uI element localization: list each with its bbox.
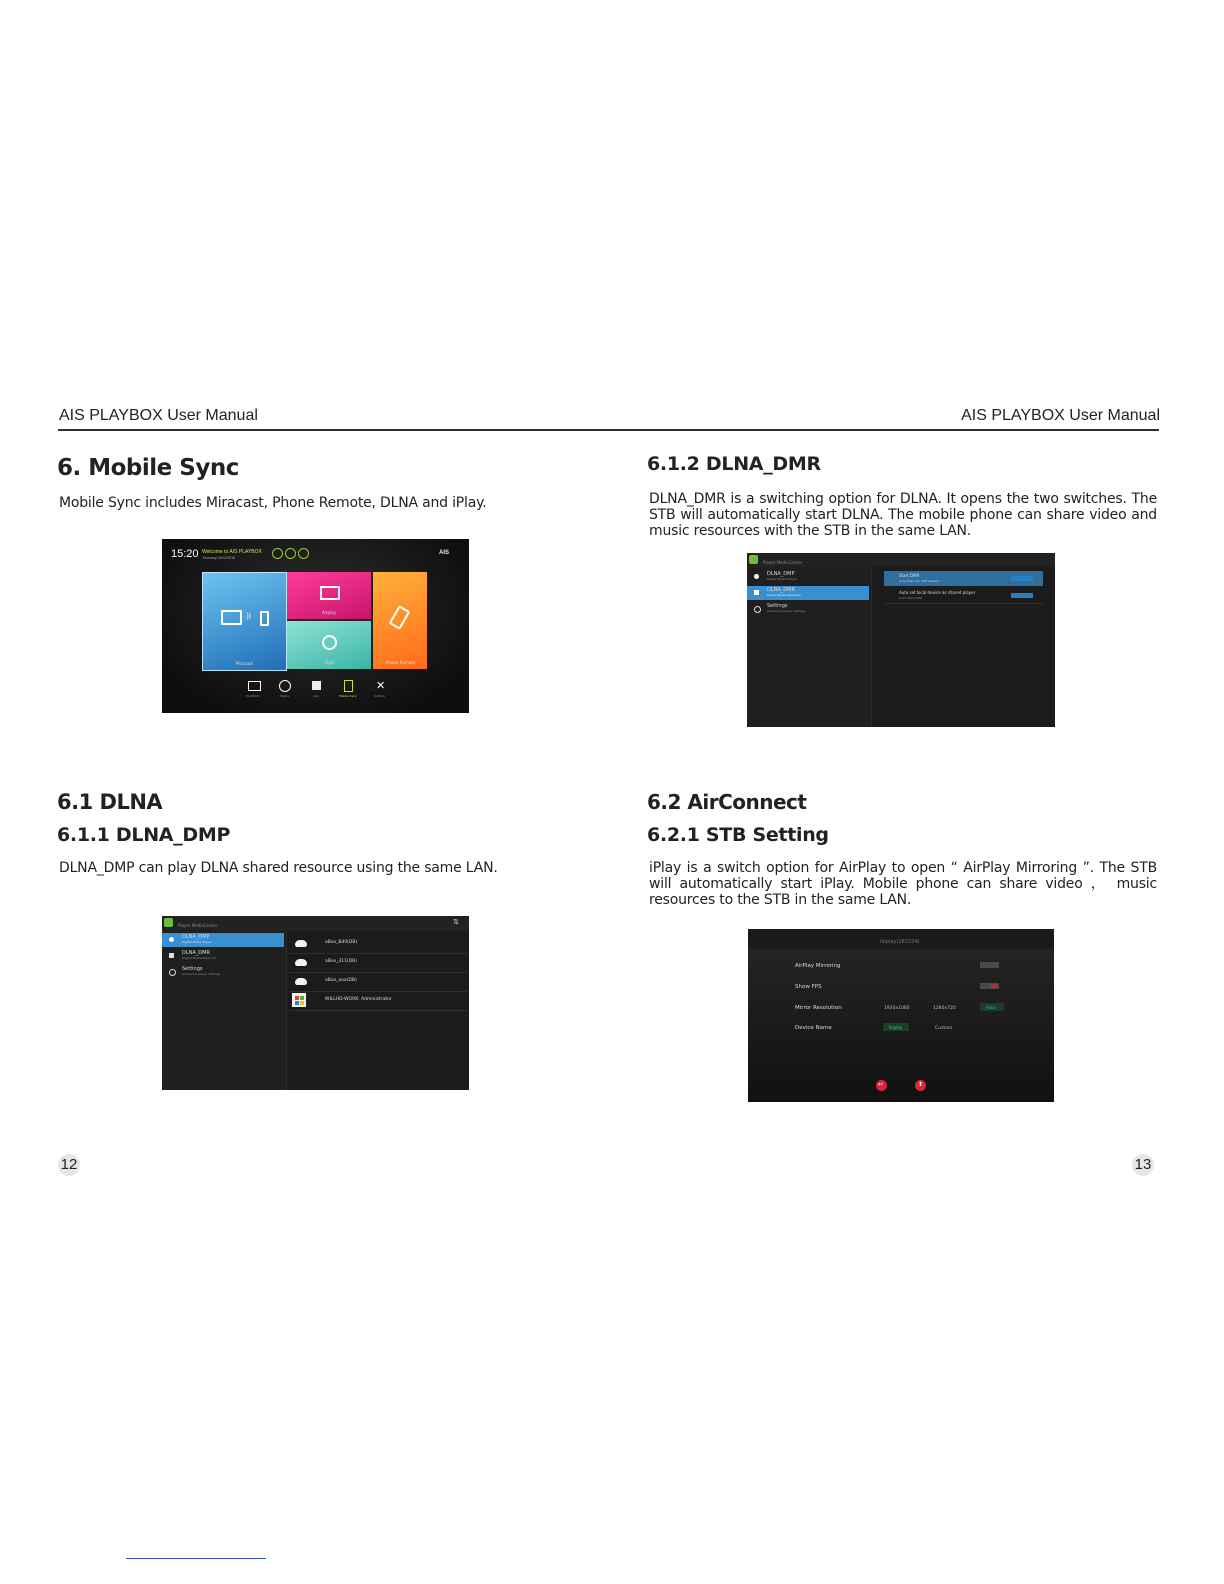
tile-airplay-label: Airplay [322, 610, 336, 615]
stb-setting-text: iPlay is a switch option for AirPlay to open “ AirPlay Mirroring ”. The STB will automatically start iPlay. Mobile phone can share video ， music resources to the STB in the same LAN. [649, 860, 1157, 908]
header-rule [58, 429, 1159, 431]
row-show-fps-label: Show FPS [795, 984, 822, 990]
resolution-1080-option[interactable]: 1920x1080 [884, 1006, 910, 1011]
device-name: aBox_aaa(DB) [325, 978, 357, 983]
app-title: Player MediaCenter [763, 560, 803, 565]
sidebar-item-settings[interactable] [747, 602, 869, 616]
app-title: Player MediaCenter [178, 923, 218, 928]
sidebar-item-label: DLNA_DMR [182, 950, 210, 956]
row-airplay-mirroring-label: AirPlay Mirroring [795, 963, 841, 969]
nav-media-label: Media [280, 694, 290, 698]
option-sub: only when the STB started [899, 579, 939, 583]
device-name: WILLHD-WORK: Administrator [325, 997, 392, 1002]
tile-miracast-label: Miracast [236, 661, 253, 666]
remote-phone-icon [389, 605, 411, 630]
header-right: AIS PLAYBOX User Manual [961, 407, 1160, 424]
sync-icon [322, 635, 337, 650]
sidebar-item-sub: Advanced player settings [767, 609, 806, 613]
sidebar-item-sub: Digital Media Renderer [767, 593, 802, 597]
resolution-auto-option[interactable] [980, 1003, 1004, 1011]
windows-device-icon [292, 993, 306, 1007]
media-icon[interactable] [279, 680, 291, 692]
sidebar-item-label: Settings [182, 966, 203, 972]
row-mirror-resolution-label: Mirror Resolution [795, 1005, 842, 1011]
nav-setting-label: Setting [374, 694, 385, 698]
sidebar-item-dlna-dmr[interactable] [747, 586, 869, 600]
start-dmr-toggle[interactable] [1011, 576, 1033, 581]
user-status-icon [298, 548, 309, 559]
app-icon[interactable] [312, 681, 321, 690]
resolution-720-option[interactable]: 1280x720 [933, 1006, 956, 1011]
section-title-dlna-dmr: 6.1.2 DLNA_DMR [647, 453, 821, 475]
cast-waves-icon: ·)) [244, 613, 251, 620]
sidebar-item-sub: Digital Media Player [182, 940, 212, 944]
option-label: Start DMR [899, 573, 920, 578]
settings-gear-icon [754, 606, 761, 613]
home-screen-screenshot [162, 539, 469, 713]
iplay-title: Iloplay(287224) [880, 939, 920, 945]
tile-airplay[interactable] [287, 572, 371, 619]
sidebar-item-label: DLNA_DMP [182, 934, 210, 940]
list-item[interactable] [289, 953, 467, 973]
sidebar-item-sub: Digital Media Renderer [182, 956, 217, 960]
playbox-icon[interactable] [248, 681, 261, 691]
option-sub: Auto Start DMR [899, 596, 923, 600]
airplay-icon [320, 586, 340, 600]
dmp-icon [754, 574, 759, 579]
option-auto-set[interactable] [884, 588, 1043, 604]
setting-icon[interactable]: ✕ [376, 680, 386, 692]
auto-set-toggle[interactable] [1011, 593, 1033, 598]
settings-gear-icon [169, 969, 176, 976]
tile-sync[interactable] [287, 621, 371, 669]
sidebar-item-label: DLNA_DMR [767, 587, 795, 593]
section-title-mobile-sync: 6. Mobile Sync [57, 455, 239, 481]
list-item[interactable] [289, 991, 467, 1011]
mobile-sync-intro: Mobile Sync includes Miracast, Phone Remote, DLNA and iPlay. [59, 495, 487, 511]
dlna-dmp-screenshot [162, 916, 469, 1090]
section-title-stb-setting: 6.2.1 STB Setting [647, 824, 829, 846]
nav-mobile-sync-label: Mobile Sync [339, 694, 358, 698]
sidebar-item-settings[interactable] [162, 965, 284, 979]
section-title-airconnect: 6.2 AirConnect [647, 790, 807, 814]
device-name: aBox_311(DB) [325, 959, 358, 964]
page-number-right: 13 [1132, 1154, 1154, 1176]
footer-link-underline [126, 1558, 266, 1559]
dmr-icon [169, 953, 174, 958]
app-logo-icon [749, 555, 758, 564]
list-item[interactable] [289, 934, 467, 954]
mobile-sync-icon[interactable] [344, 680, 353, 692]
ais-logo: AIS [439, 550, 450, 556]
dlna-dmp-text: DLNA_DMP can play DLNA shared resource using the same LAN. [59, 860, 498, 876]
section-title-dlna-dmp: 6.1.1 DLNA_DMP [57, 824, 231, 846]
option-label: Auto set local device as shared player [899, 590, 976, 595]
sort-icon[interactable]: ⇅ [453, 919, 459, 926]
home-time: 15:20 [171, 548, 199, 560]
sidebar-item-sub: Digital Media Player [767, 577, 797, 581]
back-icon[interactable]: ↩ [876, 1080, 887, 1091]
sync-status-icon [285, 548, 296, 559]
nav-playbox-label: PLAYBOX [246, 694, 260, 698]
header-left: AIS PLAYBOX User Manual [59, 407, 258, 424]
sidebar-item-label: Settings [767, 603, 788, 609]
cloud-icon [295, 978, 307, 985]
app-logo-icon [164, 918, 173, 927]
dlna-dmr-text: DLNA_DMR is a switching option for DLNA. It opens the two switches. The STB will automatically start DLNA. The mobile phone can share video and music resources with the STB in the same LAN. [649, 491, 1157, 539]
dmp-icon [169, 937, 174, 942]
save-icon[interactable]: ⬆ [915, 1080, 926, 1091]
iplay-settings-screenshot [748, 929, 1054, 1102]
device-name-iloplay-option[interactable] [883, 1023, 909, 1031]
phone-icon [260, 611, 269, 626]
nav-app-label: App [313, 694, 319, 698]
tile-miracast[interactable] [202, 572, 287, 671]
page-number-left: 12 [58, 1154, 80, 1176]
device-name: aBox_Bd0(DB) [325, 940, 358, 945]
sidebar-item-label: DLNA_DMP [767, 571, 795, 577]
home-date: Thursday 04/02/2016 [202, 556, 236, 560]
airplay-mirroring-toggle[interactable] [980, 962, 999, 968]
wifi-icon [272, 548, 283, 559]
tile-phone-remote[interactable] [373, 572, 427, 669]
tile-sync-label: Sync [325, 660, 335, 665]
device-name-iloplay-label: Iloplay [889, 1025, 903, 1030]
dmr-icon [754, 590, 759, 595]
option-start-dmr[interactable] [884, 571, 1043, 586]
tile-phone-remote-label: Phone Remote [386, 660, 416, 665]
sidebar-item-dlna-dmp[interactable] [162, 933, 284, 947]
device-name-custom-option[interactable]: Custom [935, 1026, 953, 1031]
section-title-dlna: 6.1 DLNA [57, 790, 163, 814]
cloud-icon [295, 959, 307, 966]
sidebar-item-dlna-dmp[interactable] [747, 570, 869, 584]
list-item[interactable] [289, 972, 467, 992]
dlna-dmr-screenshot [747, 553, 1055, 727]
row-device-name-label: Device Name [795, 1025, 832, 1031]
home-welcome: Welcome to AIS PLAYBOX [202, 549, 262, 555]
cloud-icon [295, 940, 307, 947]
show-fps-toggle[interactable] [980, 983, 999, 989]
resolution-auto-label: Auto [986, 1005, 996, 1010]
sidebar-item-sub: Advanced player settings [182, 972, 221, 976]
tv-icon [221, 610, 242, 625]
sidebar-item-dlna-dmr[interactable] [162, 949, 284, 963]
